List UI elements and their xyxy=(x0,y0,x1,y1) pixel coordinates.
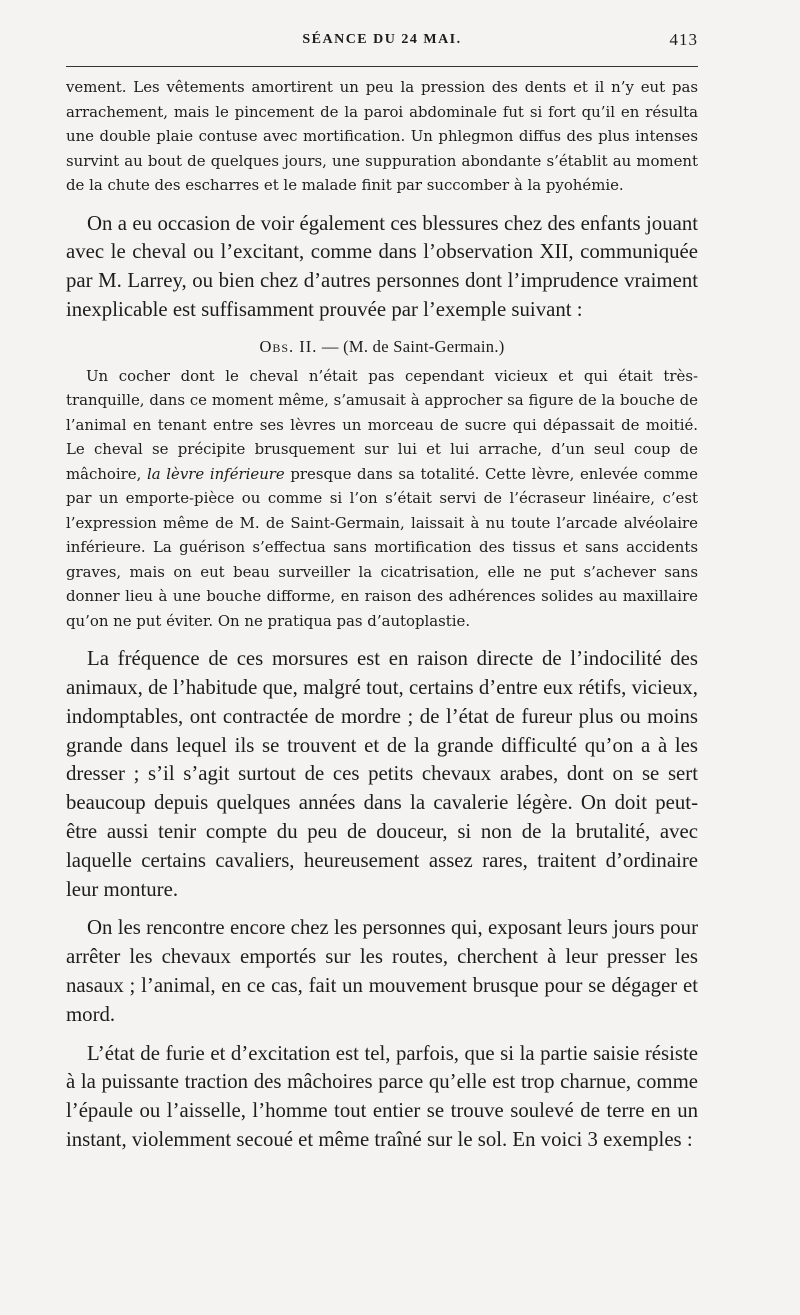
running-head xyxy=(66,30,698,56)
observation-source: — (M. de Saint-Germain.) xyxy=(321,336,505,356)
observation-italic-term: la lèvre inférieure xyxy=(146,464,285,483)
observation-heading xyxy=(66,337,698,357)
paragraph-occasion: On a eu occasion de voir également ces blessures chez des enfants jouant avec le cheval ou l’excitant, comme dans l’observation XII, communiquée par M. Larrey, ou bien chez d’autres personnes dont l’imprudence vraiment inexplicable est suffisamment prouvée par l’exemple suivant : xyxy=(66,211,698,321)
running-title: SÉANCE DU 24 MAI. xyxy=(302,32,462,47)
paragraph-continuation: vement. Les vêtements amortirent un peu la pression des dents et il n’y eut pas arrachement, mais le pincement de la paroi abdominale fut si fort qu’il en résulta une double plaie contuse avec mortification. Un phlegmon diffus des plus intenses survint au bout de quelques jours, une suppuration abondante s’établit au moment de la chute des escharres et le malade finit par succomber à la pyohémie. xyxy=(66,78,698,194)
page-number: 413 xyxy=(669,30,698,49)
paragraph-encounter: On les rencontre encore chez les personnes qui, exposant leurs jours pour arrêter les chevaux emportés sur les routes, cherchent à leur presser les nasaux ; l’animal, en ce cas, fait un mouvement brusque pour se dégager et mord. xyxy=(66,916,698,1026)
paragraph-observation xyxy=(66,364,698,634)
paragraph-frequency: La fréquence de ces morsures est en raison directe de l’indocilité des animaux, de l’habitude que, malgré tout, certains d’entre eux rétifs, vicieux, indomptables, ont contractée de mordre ; de l’état de fureur plus ou moins grande dans lequel ils se trouvent et de la grande difficulté qu’on a à les dresser ; s’il s’agit surtout de ces petits chevaux arabes, dont on se sert beaucoup depuis quelques années dans la cavalerie légère. On doit peut-être aussi tenir compte du peu de douceur, si non de la brutalité, avec laquelle certains cavaliers, heureusement assez rares, traitent d’ordinaire leur monture. xyxy=(66,647,698,901)
observation-text-start: Un cocher dont le cheval n’était pas cependant vicieux et qui était très-tranquille, dans ce moment même, s’amusait à approcher sa figure de la bouche de l’animal en tenant entre ses lèvres un morceau de sucre qui dépassait de moitié. Le cheval se précipite brusquement sur lui et lui arrache, d’un seul coup de mâchoire, xyxy=(66,366,698,483)
paragraph-fury: L’état de furie et d’excitation est tel, parfois, que si la partie saisie résiste à la puissante traction des mâchoires parce qu’elle est trop charnue, comme l’épaule ou l’aisselle, l’homme tout entier se trouve soulevé de terre en un instant, violemment secoué et même traîné sur le sol. En voici 3 exemples : xyxy=(66,1041,698,1151)
observation-label: Obs. II. xyxy=(259,336,318,356)
observation-text-end: presque dans sa totalité. Cette lèvre, enlevée comme par un emporte-pièce ou comme si l’on s’était servi de l’écraseur linéaire, c’est l’expression même de M. de Saint-Germain, laissait à nu toute l’arcade alvéolaire inférieure. La guérison s’effectua sans mortification des tissus et sans accidents graves, mais on eut beau surveiller la cicatrisation, elle ne put s’achever sans donner lieu à une bouche difforme, en raison des adhérences solides au maxillaire qu’on ne put éviter. On ne pratiqua pas d’autoplastie. xyxy=(66,464,698,630)
book-page xyxy=(66,30,698,1155)
header-rule xyxy=(66,66,698,67)
